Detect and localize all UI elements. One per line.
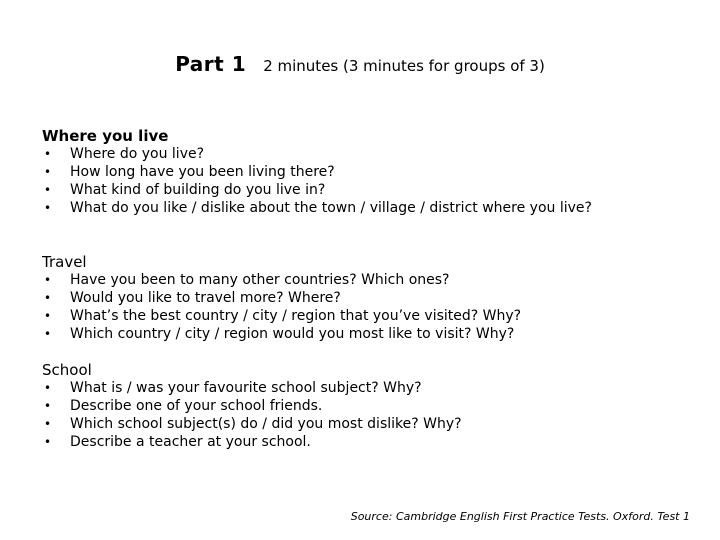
list-item	[42, 415, 702, 433]
question-text: What kind of building do you live in?	[70, 182, 326, 198]
section-title: School	[42, 361, 92, 379]
section-title: Travel	[42, 253, 87, 271]
section-where-you-live	[42, 127, 702, 217]
bullet-icon: •	[44, 399, 52, 413]
question-text: Which country / city / region would you most like to visit? Why?	[70, 326, 515, 342]
question-text: Would you like to travel more? Where?	[70, 290, 341, 306]
section-school	[42, 361, 702, 451]
question-text: What is / was your favourite school subject? Why?	[70, 380, 422, 396]
bullet-icon: •	[44, 309, 52, 323]
list-item	[42, 325, 702, 343]
question-text: How long have you been living there?	[70, 164, 335, 180]
question-list	[42, 379, 702, 451]
bullet-icon: •	[44, 165, 52, 179]
list-item	[42, 163, 702, 181]
question-text: Which school subject(s) do / did you most dislike? Why?	[70, 416, 462, 432]
question-text: What do you like / dislike about the town / village / district where you live?	[70, 200, 592, 216]
bullet-icon: •	[44, 381, 52, 395]
section-title: Where you live	[42, 127, 169, 145]
part-title: Part 1	[175, 52, 247, 76]
bullet-icon: •	[44, 417, 52, 431]
list-item	[42, 379, 702, 397]
bullet-icon: •	[44, 147, 52, 161]
question-list	[42, 271, 702, 343]
page-header	[0, 52, 720, 76]
bullet-icon: •	[44, 435, 52, 449]
bullet-icon: •	[44, 291, 52, 305]
question-text: Have you been to many other countries? Which ones?	[70, 272, 450, 288]
list-item	[42, 271, 702, 289]
list-item	[42, 433, 702, 451]
list-item	[42, 145, 702, 163]
part-subtitle: 2 minutes (3 minutes for groups of 3)	[263, 57, 545, 75]
question-text: Where do you live?	[70, 146, 205, 162]
bullet-icon: •	[44, 201, 52, 215]
list-item	[42, 397, 702, 415]
source-citation: Source: Cambridge English First Practice Tests. Oxford. Test 1	[350, 510, 690, 523]
bullet-icon: •	[44, 327, 52, 341]
list-item	[42, 199, 702, 217]
bullet-icon: •	[44, 273, 52, 287]
question-list	[42, 145, 702, 217]
question-text: What’s the best country / city / region that you’ve visited? Why?	[70, 308, 522, 324]
bullet-icon: •	[44, 183, 52, 197]
question-text: Describe one of your school friends.	[70, 398, 323, 414]
list-item	[42, 181, 702, 199]
section-travel	[42, 253, 702, 343]
list-item	[42, 289, 702, 307]
question-text: Describe a teacher at your school.	[70, 434, 311, 450]
list-item	[42, 307, 702, 325]
